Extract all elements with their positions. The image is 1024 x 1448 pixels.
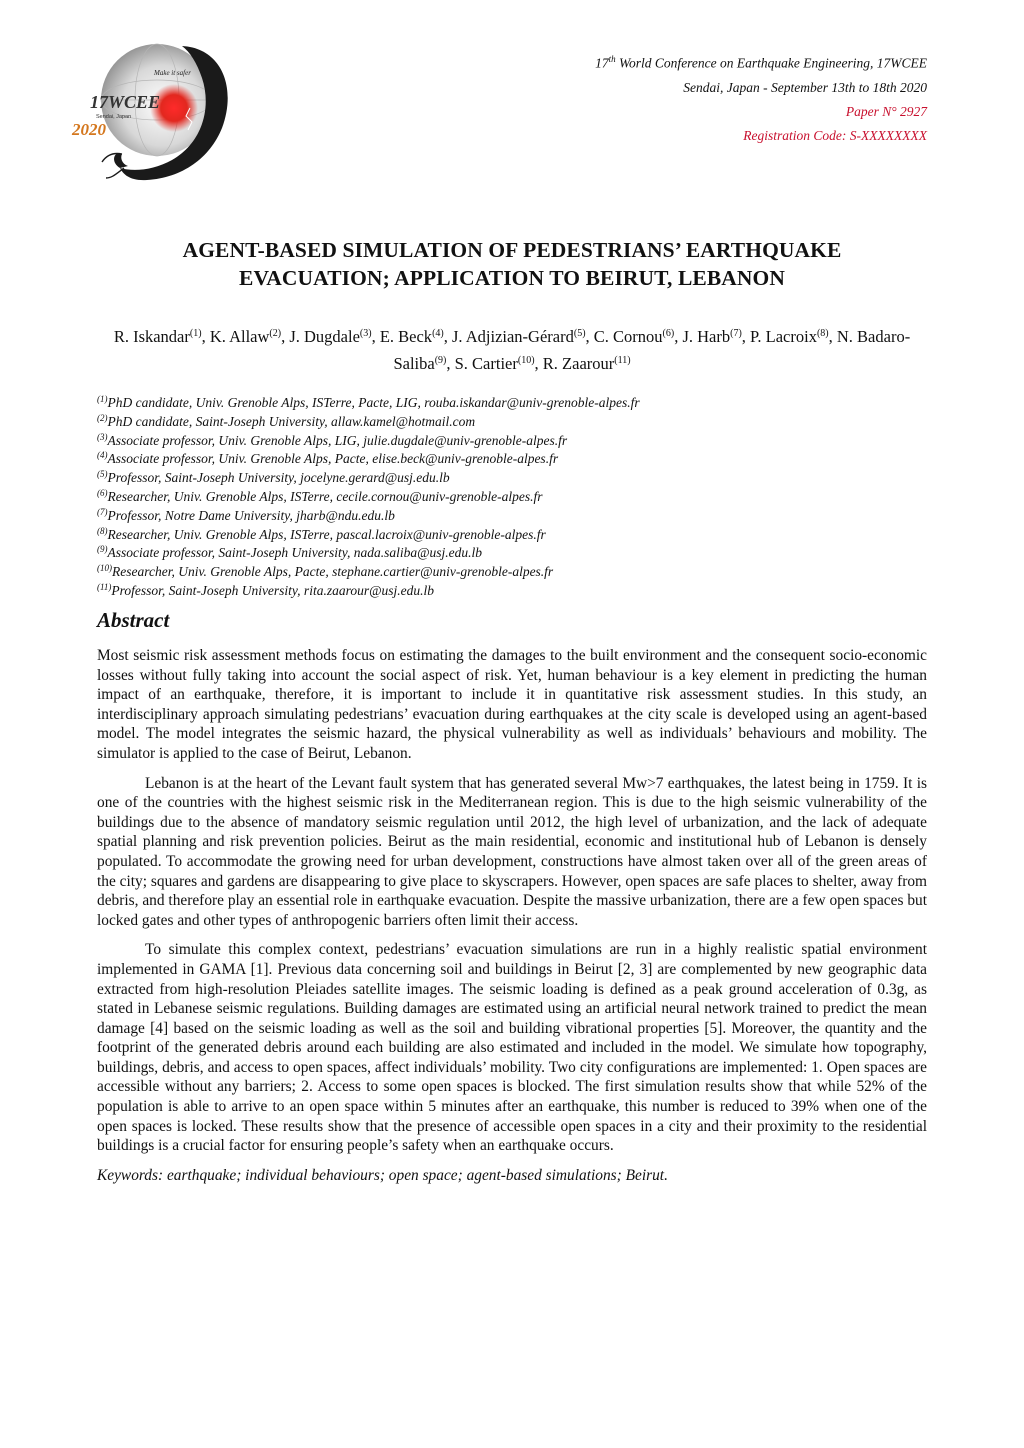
author: R. Zaarour$^{(11)}$ [542,354,631,373]
affiliation-list [97,392,927,599]
affiliation: $^{(6)}$Researcher, Univ. Grenoble Alps, ISTerre, cecile.cornou@univ-grenoble-alpes.fr [97,487,543,504]
affiliation: $^{(11)}$Professor, Saint-Joseph University, rita.zaarour@usj.edu.lb [97,581,434,598]
author: J. Harb$^{(7)}$, [682,327,751,346]
paper-number: Paper N° 2927 [845,103,927,119]
affiliation: $^{(4)}$Associate professor, Univ. Grenoble Alps, Pacte, elise.beck@univ-grenoble-alpes.fr [97,450,559,467]
author: J. Adjizian-Gérard$^{(5)}$, [451,327,594,346]
logo-name: 17WCEE [90,92,161,112]
conference-logo [62,38,252,188]
author: S. Cartier$^{(10)}$, [454,354,543,373]
abstract-heading: Abstract [97,608,170,632]
author: K. Allaw$^{(2)}$, [209,327,290,346]
affiliation: $^{(5)}$Professor, Saint-Joseph University, jocelyne.gerard@usj.edu.lb [97,469,450,486]
conference-name: 17th World Conference on Earthquake Engineering, 17WCEE [595,54,927,71]
author: R. Iskandar$^{(1)}$, [113,327,210,346]
logo-location: Sendai, Japan [96,114,132,120]
abstract-paragraph-1: Most seismic risk assessment methods focus on estimating the damages to the built environment and the consequent socio-economic losses without fully taking into account the social aspect of risk. Yet, human behaviour is a key element in predicting the human impact of an earthquake, therefore, it is important to include it in quantitative risk assessment studies. In this study, an interdisciplinary approach simulating pedestrians’ evacuation during earthquakes at the city scale is developed using an agent-based model. The model integrates the seismic hazard, the physical vulnerability as well as individuals’ behaviours and mobility. The simulator is applied to the case of Beirut, Lebanon. [97,647,927,762]
conference-header [407,47,927,148]
author-list [97,322,927,376]
affiliation: $^{(7)}$Professor, Notre Dame University, jharb@ndu.edu.lb [97,506,395,523]
title-line-2: EVACUATION; APPLICATION TO BEIRUT, LEBANON [239,266,785,290]
author: C. Cornou$^{(6)}$, [593,327,683,346]
affiliation: $^{(9)}$Associate professor, Saint-Joseph University, nada.saliba@usj.edu.lb [97,544,483,561]
affiliation: $^{(1)}$PhD candidate, Univ. Grenoble Alps, ISTerre, Pacte, LIG, rouba.iskandar@univ-grenoble-alpes.fr [97,394,640,410]
catfish-logo-graphic [62,38,252,188]
paper-title [97,236,927,292]
affiliation: $^{(3)}$Associate professor, Univ. Grenoble Alps, LIG, julie.dugdale@univ-grenoble-alpes.fr [97,431,568,448]
affiliation: $^{(10)}$Researcher, Univ. Grenoble Alps, Pacte, stephane.cartier@univ-grenoble-alpes.fr [97,563,554,580]
affiliation: $^{(8)}$Researcher, Univ. Grenoble Alps, ISTerre, pascal.lacroix@univ-grenoble-alpes.fr [97,525,546,542]
abstract-paragraph-2: Lebanon is at the heart of the Levant fault system that has generated several Mw>7 earthquakes, the latest being in 1759. It is one of the countries with the highest seismic risk in the Mediterranean region. This is due to the high seismic vulnerability of the buildings due to the absence of mandatory seismic regulation until 2012, the high level of urbanization, and the lack of adequate spatial planning and risk prevention policies. Beirut as the main residential, economic and institutional hub of Lebanon is densely populated. To accommodate the growing need for urban development, constructions have almost taken over all of the green areas of the city; squares and gardens are disappearing to give place to skyscrapers. However, open spaces are safe places to shelter, away from debris, and therefore play an essential role in earthquake evacuation. Despite the massive urbanization, there are a few open spaces but locked gates and other types of anthropogenic barriers often limit their access. [97,774,927,929]
author: N. Badaro-Saliba$^{(9)}$, [393,327,911,373]
conference-venue: Sendai, Japan - September 13th to 18th 2020 [683,79,927,95]
logo-tagline: Make it safer [154,69,191,77]
keywords: Keywords: earthquake; individual behaviours; open space; agent-based simulations; Beirut. [97,1166,668,1184]
registration-code: Registration Code: S-XXXXXXXX [743,127,927,143]
logo-year: 2020 [72,120,106,139]
abstract-body [97,646,927,1195]
affiliation: $^{(2)}$PhD candidate, Saint-Joseph University, allaw.kamel@hotmail.com [97,412,476,429]
title-line-1: AGENT-BASED SIMULATION OF PEDESTRIANS’ EARTHQUAKE [182,238,842,262]
author: P. Lacroix$^{(8)}$, [750,327,837,346]
author: E. Beck$^{(4)}$, [379,327,452,346]
abstract-paragraph-3: To simulate this complex context, pedestrians’ evacuation simulations are run in a highly realistic spatial environment implemented in GAMA [1]. Previous data concerning soil and buildings in Beirut [2, 3] are complemented by new geographic data extracted from high-resolution Pleiades satellite images. The seismic loading is defined as a peak ground acceleration of 0.3g, as stated in Lebanese seismic regulations. Building damages are estimated using an artificial neural network trained to predict the mean damage [4] based on the seismic loading as well as the soil and building vibrational properties [5]. Moreover, the quantity and the footprint of the generated debris around each building are also estimated and included in the model. We simulate how topography, buildings, debris, and access to open spaces, affect individuals’ mobility. Two city configurations are implemented: 1. Open spaces are accessible without any barriers; 2. Access to some open spaces is blocked. The first simulation results show that while 52% of the population is able to arrive to an open space within 5 minutes after an earthquake, this number is reduced to 39% when one of the open spaces is locked. These results show that the presence of accessible open spaces in a city and their proximity to the residential buildings is a crucial factor for ensuring people’s safety when an earthquake occurs. [97,941,927,1155]
author: J. Dugdale$^{(3)}$, [289,327,380,346]
